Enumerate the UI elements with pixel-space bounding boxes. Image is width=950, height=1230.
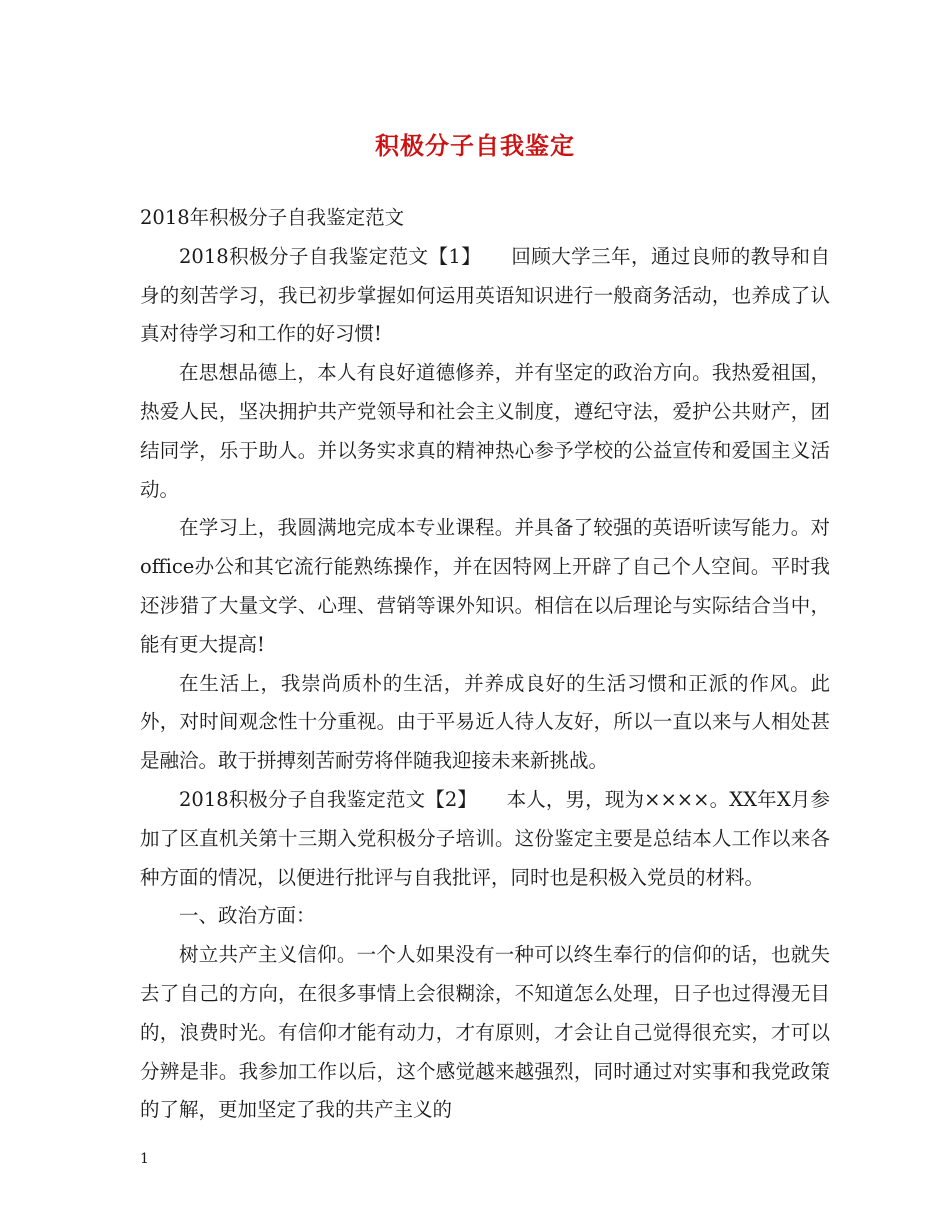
paragraph-2: 在思想品德上，本人有良好道德修养，并有坚定的政治方向。我热爱祖国，热爱人民，坚决拥护共产党领导和社会主义制度，遵纪守法，爱护公共财产，团结同学，乐于助人。并以务实求真的精神热心参予学校的公益宣传和爱国主义活动。 [140, 361, 830, 501]
document-title: 积极分子自我鉴定 [375, 131, 575, 160]
paragraph-4: 在生活上，我崇尚质朴的生活，并养成良好的生活习惯和正派的作风。此外，对时间观念性十分重视。由于平易近人待人友好，所以一直以来与人相处甚是融洽。敢于拼搏刻苦耐劳将伴随我迎接未来新挑战。 [140, 671, 830, 773]
document-body [140, 199, 830, 1130]
paragraph-1: 2018积极分子自我鉴定范文【1】 回顾大学三年，通过良师的教导和自身的刻苦学习，我已初步掌握如何运用英语知识进行一般商务活动，也养成了认真对待学习和工作的好习惯! [140, 244, 830, 346]
paragraph-3: 在学习上，我圆满地完成本专业课程。并具备了较强的英语听读写能力。对office办公和其它流行能熟练操作，并在因特网上开辟了自己个人空间。平时我还涉猎了大量文学、心理、营销等课外知识。相信在以后理论与实际结合当中，能有更大提高! [140, 516, 830, 656]
paragraph-6: 树立共产主义信仰。一个人如果没有一种可以终生奉行的信仰的话，也就失去了自己的方向，在很多事情上会很糊涂，不知道怎么处理，日子也过得漫无目的，浪费时光。有信仰才能有动力，才有原则，才会让自己觉得很充实，才可以分辨是非。我参加工作以后，这个感觉越来越强烈，同时通过对实事和我党政策的了解，更加坚定了我的共产主义的 [140, 943, 830, 1122]
paragraph-5: 2018积极分子自我鉴定范文【2】 本人，男，现为××××。XX年X月参加了区直机关第十三期入党积极分子培训。这份鉴定主要是总结本人工作以来各种方面的情况，以便进行批评与自我批评，同时也是积极入党员的材料。 [140, 787, 830, 889]
page-number: 1 [140, 1151, 149, 1167]
document-subtitle: 2018年积极分子自我鉴定范文 [140, 206, 405, 229]
section-heading-politics: 一、政治方面： [179, 904, 316, 928]
